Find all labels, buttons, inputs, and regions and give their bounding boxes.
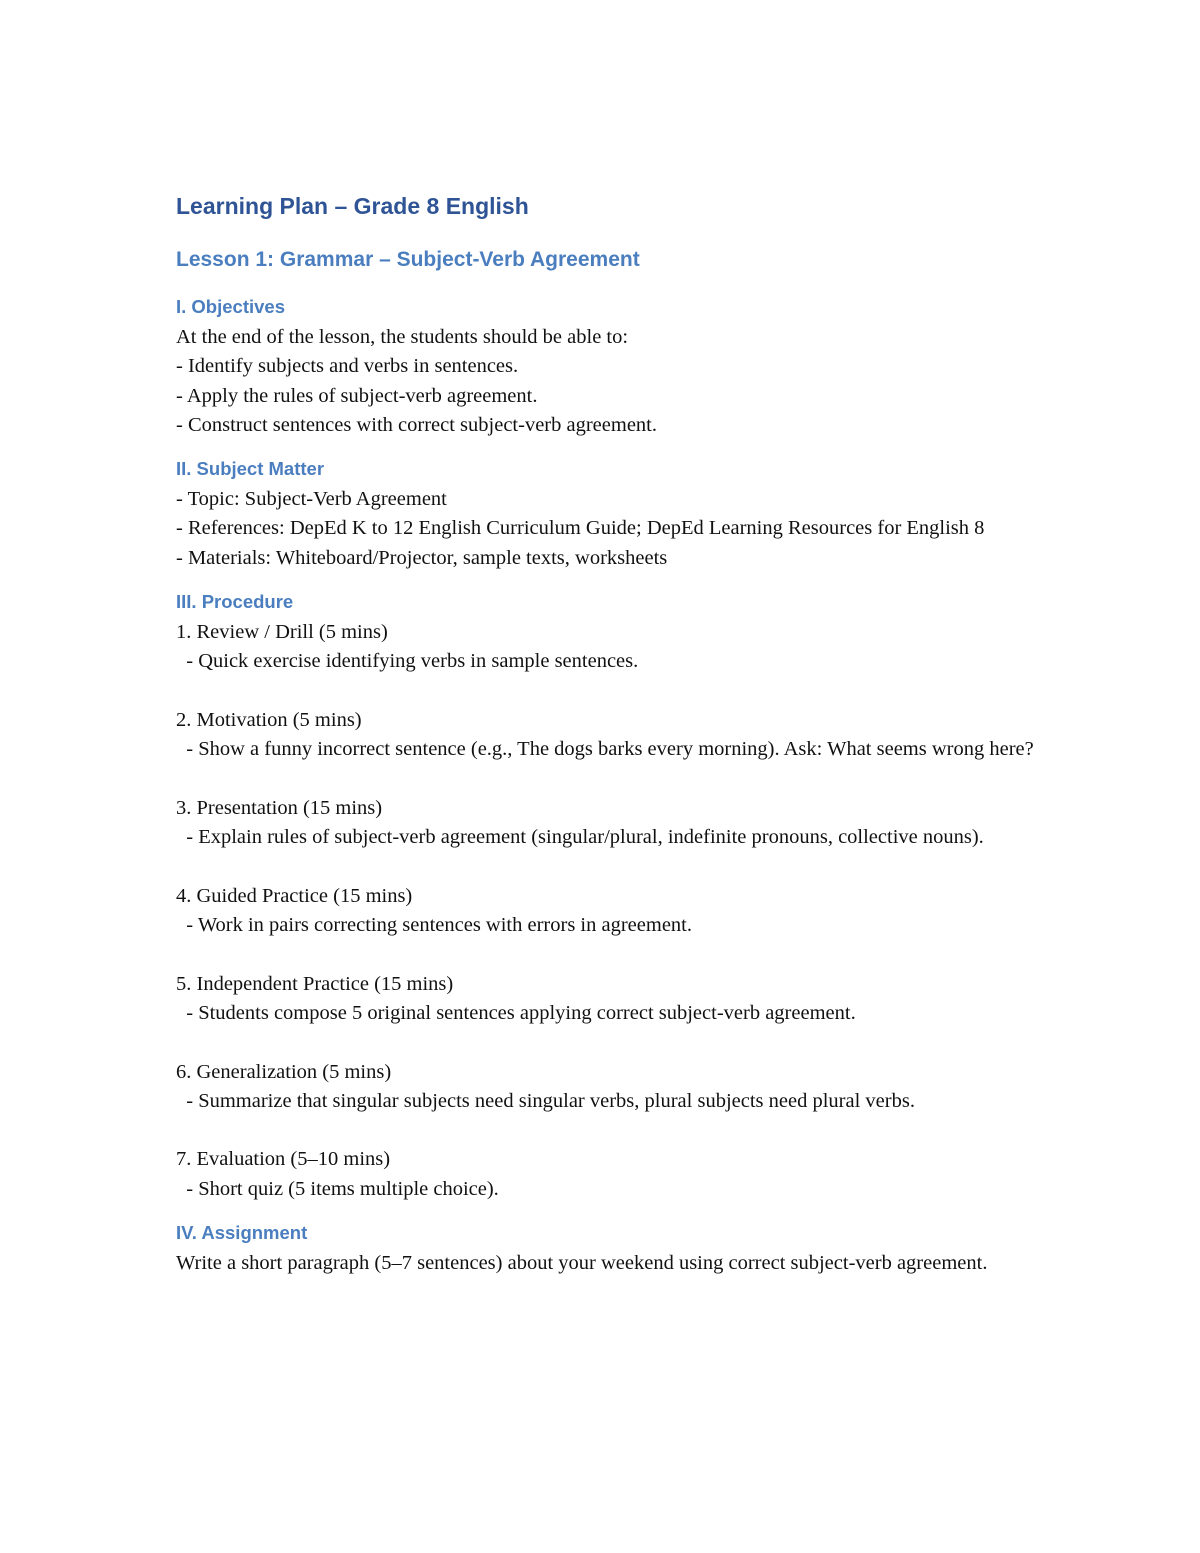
procedure-step xyxy=(176,1058,1036,1117)
procedure-section xyxy=(176,588,1036,1204)
objectives-intro: At the end of the lesson, the students should be able to: xyxy=(176,326,629,348)
subject-matter-item: - Materials: Whiteboard/Projector, sample texts, worksheets xyxy=(176,546,668,569)
document-page xyxy=(176,190,1036,1293)
step-title: 2. Motivation (5 mins) xyxy=(176,708,362,731)
procedure-step xyxy=(176,794,1036,853)
step-title: 7. Evaluation (5–10 mins) xyxy=(176,1148,391,1171)
step-title: 4. Guided Practice (15 mins) xyxy=(176,884,413,907)
lesson-heading: Lesson 1: Grammar – Subject-Verb Agreement xyxy=(176,248,640,271)
procedure-heading: III. Procedure xyxy=(176,591,294,613)
procedure-step xyxy=(176,970,1036,1029)
objectives-section xyxy=(176,293,1036,440)
document-title: Learning Plan – Grade 8 English xyxy=(176,193,529,219)
procedure-step xyxy=(176,882,1036,941)
step-title: 3. Presentation (15 mins) xyxy=(176,796,383,819)
step-title: 6. Generalization (5 mins) xyxy=(176,1060,392,1083)
subject-matter-item: - References: DepEd K to 12 English Curriculum Guide; DepEd Learning Resources for English 8 xyxy=(176,517,985,540)
step-detail: - Students compose 5 original sentences applying correct subject-verb agreement. xyxy=(176,1001,856,1024)
objective-item: - Identify subjects and verbs in sentences. xyxy=(176,355,519,378)
procedure-step xyxy=(176,1145,1036,1204)
assignment-text: Write a short paragraph (5–7 sentences) about your weekend using correct subject-verb agreement. xyxy=(176,1252,988,1275)
assignment-heading: IV. Assignment xyxy=(176,1222,308,1244)
procedure-step xyxy=(176,618,1036,677)
step-detail: - Summarize that singular subjects need singular verbs, plural subjects need plural verbs. xyxy=(176,1089,915,1112)
subject-matter-item: - Topic: Subject-Verb Agreement xyxy=(176,488,447,511)
step-detail: - Quick exercise identifying verbs in sample sentences. xyxy=(176,650,639,673)
step-detail: - Explain rules of subject-verb agreement (singular/plural, indefinite pronouns, collective nouns). xyxy=(176,826,984,849)
step-title: 5. Independent Practice (15 mins) xyxy=(176,972,454,995)
step-detail: - Show a funny incorrect sentence (e.g., The dogs barks every morning). Ask: What seems wrong here? xyxy=(176,738,1034,761)
objectives-heading: I. Objectives xyxy=(176,296,285,317)
procedure-step xyxy=(176,706,1036,765)
objective-item: - Apply the rules of subject-verb agreement. xyxy=(176,384,538,407)
subject-matter-heading: II. Subject Matter xyxy=(176,458,325,480)
assignment-section xyxy=(176,1219,1036,1278)
objective-item: - Construct sentences with correct subject-verb agreement. xyxy=(176,413,657,436)
step-detail: - Work in pairs correcting sentences with errors in agreement. xyxy=(176,914,692,937)
step-detail: - Short quiz (5 items multiple choice). xyxy=(176,1177,499,1200)
subject-matter-section xyxy=(176,455,1036,573)
step-title: 1. Review / Drill (5 mins) xyxy=(176,621,388,644)
